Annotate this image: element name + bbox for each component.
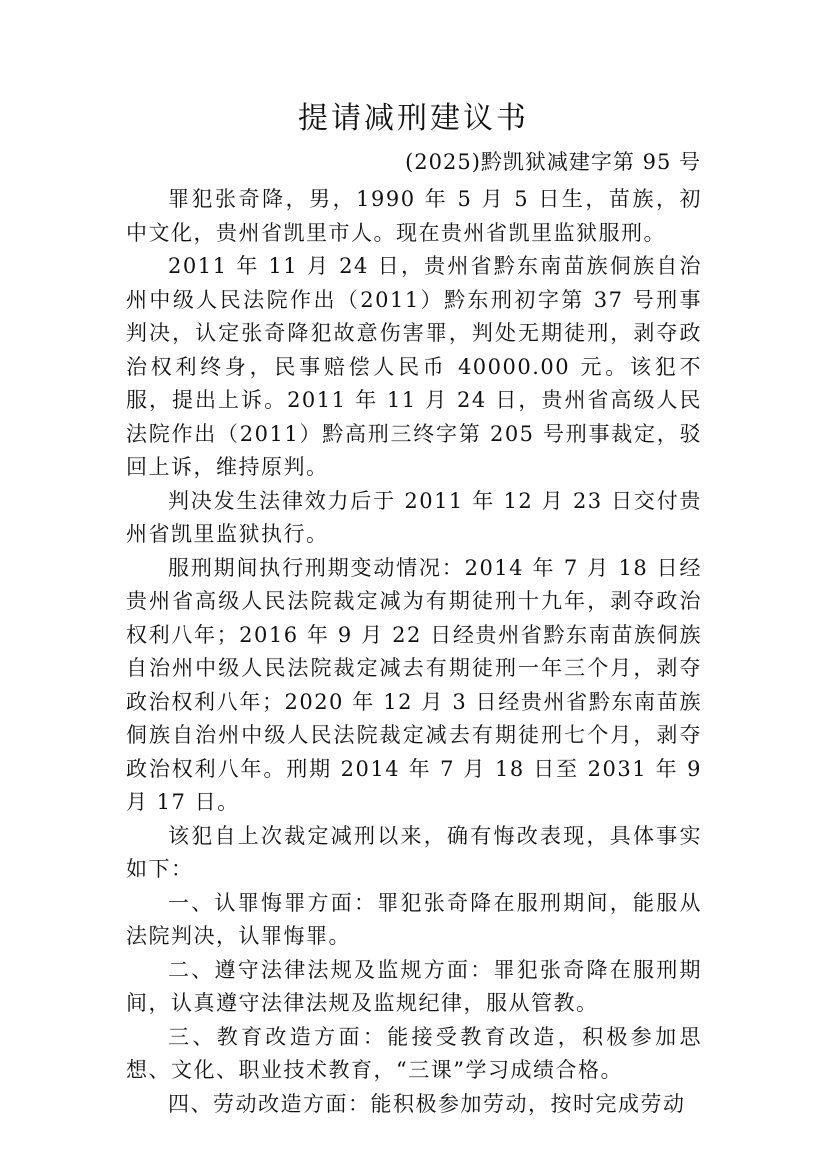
paragraph-labor: 四、劳动改造方面：能积极参加劳动，按时完成劳动 [168,1091,686,1116]
paragraph-repentance: 一、认罪悔罪方面：罪犯张奇降在服刑期间，能服从法院判决，认罪悔罪。 [126,890,702,948]
document-number: (2025)黔凯狱减建字第 95 号 [405,150,701,174]
paragraph-law-compliance: 二、遵守法律法规及监规方面：罪犯张奇降在服刑期间，认真遵守法律法规及监规纪律，服从管教。 [126,957,702,1015]
document-title: 提请减刑建议书 [298,101,529,136]
paragraph-original-judgment: 2011 年 11 月 24 日，贵州省黔东南苗族侗族自治州中级人民法院作出（2011）黔东刑初字第 37 号刑事判决，认定张奇降犯故意伤害罪，判处无期徒刑，剥夺政治权利终身，民事赔偿人民币 40000.00 元。该犯不服，提出上诉。2011 年 11 月 24 日，贵州省高级人民法院作出（2011）黔高刑三终字第 205 号刑事裁定，驳回上诉，维持原判。 [126,254,702,479]
paragraph-sentence-changes: 服刑期间执行刑期变动情况：2014 年 7 月 18 日经贵州省高级人民法院裁定减为有期徒刑十九年，剥夺政治权利八年；2016 年 9 月 22 日经贵州省黔东南苗族侗族自治州中级人民法院裁定减去有期徒刑一年三个月，剥夺政治权利八年；2020 年 12 月 3 日经贵州省黔东南苗族侗族自治州中级人民法院裁定减去有期徒刑七个月，剥夺政治权利八年。刑期 2014 年 7 月 18 日至 2031 年 9 月 17 日。 [126,555,702,814]
document-body [126,183,702,1121]
paragraph-criminal-info: 罪犯张奇降，男，1990 年 5 月 5 日生，苗族，初中文化，贵州省凯里市人。现在贵州省凯里监狱服刑。 [126,187,702,245]
paragraph-execution: 判决发生法律效力后于 2011 年 12 月 23 日交付贵州省凯里监狱执行。 [126,488,702,546]
paragraph-education: 三、教育改造方面：能接受教育改造，积极参加思想、文化、职业技术教育，“三课”学习成绩合格。 [126,1024,702,1082]
paragraph-reform-intro: 该犯自上次裁定减刑以来，确有悔改表现，具体事实如下： [126,823,702,881]
